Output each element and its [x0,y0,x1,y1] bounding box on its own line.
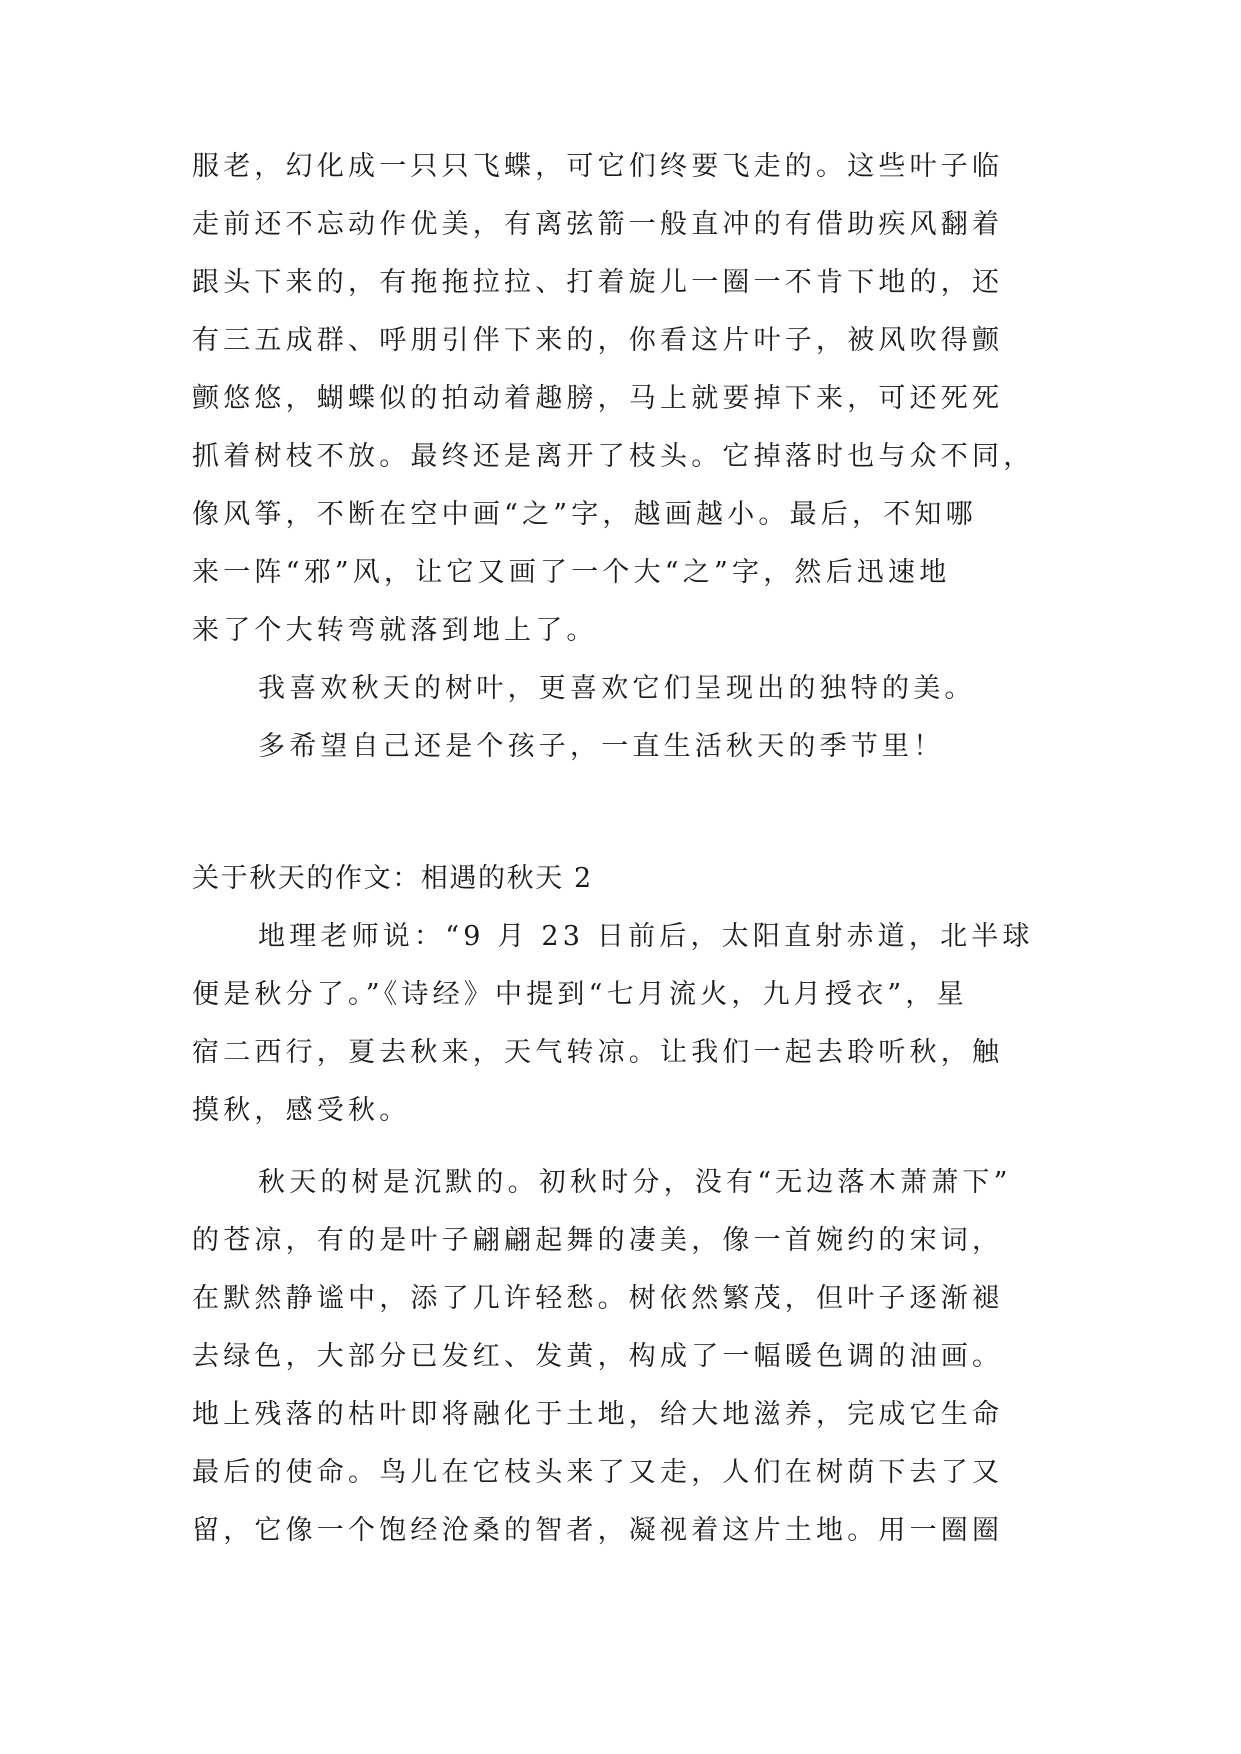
paragraph-line: 来了个大转弯就落到地上了。 [192,615,598,646]
paragraph-line: 秋天的树是沉默的。初秋时分，没有“无边落木萧萧下” [258,1167,1012,1198]
paragraph-line: 在默然静谧中，添了几许轻愁。树依然繁茂，但叶子逐渐褪 [192,1283,1004,1314]
paragraph-line: 颤悠悠，蝴蝶似的拍动着趣膀，马上就要掉下来，可还死死 [192,383,1004,414]
paragraph-line: 多希望自己还是个孩子，一直生活秋天的季节里！ [258,731,945,762]
paragraph-line: 我喜欢秋天的树叶，更喜欢它们呈现出的独特的美。 [258,673,976,704]
paragraph-line: 跟头下来的，有拖拖拉拉、打着旋儿一圈一不肯下地的，还 [192,267,1004,298]
paragraph-line: 的苍凉，有的是叶子翩翩起舞的凄美，像一首婉约的宋词， [192,1225,1004,1256]
paragraph-line: 走前还不忘动作优美，有离弦箭一般直冲的有借助疾风翻着 [192,209,1004,240]
paragraph-line: 地理老师说：“9 月 23 日前后，太阳直射赤道，北半球 [258,921,1034,952]
paragraph-line: 最后的使命。鸟儿在它枝头来了又走，人们在树荫下去了又 [192,1457,1004,1488]
paragraph-line: 宿二西行，夏去秋来，天气转凉。让我们一起去聆听秋，触 [192,1037,1004,1068]
paragraph-line: 留，它像一个饱经沧桑的智者，凝视着这片土地。用一圈圈 [192,1515,1004,1546]
paragraph-line: 服老，幻化成一只只飞蝶，可它们终要飞走的。这些叶子临 [192,151,1004,182]
paragraph-line: 来一阵“邪”风，让它又画了一个大“之”字，然后迅速地 [192,557,951,588]
paragraph-line: 摸秋，感受秋。 [192,1095,411,1126]
section-heading: 关于秋天的作文：相遇的秋天 2 [192,863,593,894]
paragraph-line: 有三五成群、呼朋引伴下来的，你看这片叶子，被风吹得颤 [192,325,1004,356]
paragraph-line: 像风筝，不断在空中画“之”字，越画越小。最后，不知哪 [192,499,977,530]
paragraph-line: 抓着树枝不放。最终还是离开了枝头。它掉落时也与众不同， [192,441,1035,472]
paragraph-line: 便是秋分了。”《诗经》中提到“七月流火，九月授衣”，星 [192,979,968,1010]
paragraph-line: 去绿色，大部分已发红、发黄，构成了一幅暖色调的油画。 [192,1341,1004,1372]
paragraph-line: 地上残落的枯叶即将融化于土地，给大地滋养，完成它生命 [192,1399,1004,1430]
